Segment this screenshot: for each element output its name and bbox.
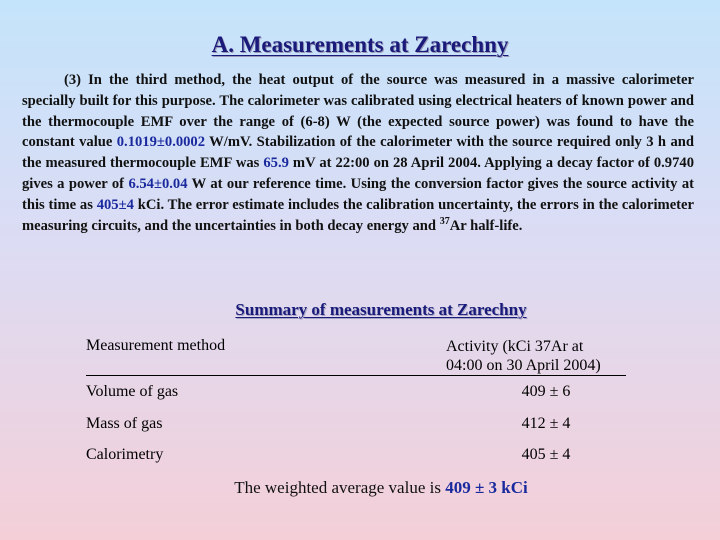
power-value: 6.54±0.04 xyxy=(128,175,188,192)
paragraph-text-4: W at our reference time. Using the conversion factor gives the source activity at this time as xyxy=(22,175,694,213)
weighted-average-line xyxy=(0,478,720,498)
header-activity xyxy=(446,337,601,375)
row-calorimetry-value: 405 ± 4 xyxy=(521,446,571,463)
paragraph-text-1: (3) In the third method, the heat output of the source was measured in a massive calorimeter specially built for this purpose. The calorimeter was calibrated using electrical heaters of known power and the thermocouple EMF over the range of (6-8) W (the expected source power) was found to have the constant value xyxy=(22,72,694,151)
table-header-rule xyxy=(86,375,626,376)
weighted-average-label: The weighted average value is xyxy=(234,478,446,497)
activity-value: 405±4 xyxy=(96,196,134,213)
summary-title-text: Summary of measurements at Zarechny xyxy=(235,300,527,319)
row-mass-of-gas-method: Mass of gas xyxy=(86,415,163,432)
paragraph-text-2: W/mV. Stabilization of the calorimeter with the source required only 3 h and the measured thermocouple EMF was xyxy=(22,134,694,172)
row-volume-of-gas-value: 409 ± 6 xyxy=(521,383,571,400)
row-calorimetry-method: Calorimetry xyxy=(86,446,164,463)
emf-value: 65.9 xyxy=(263,155,289,172)
header-measurement-method: Measurement method xyxy=(86,337,226,354)
isotope-superscript: 37 xyxy=(439,215,450,227)
paragraph-text-3: mV at 22:00 on 28 April 2004. Applying a decay factor of 0.9740 gives a power of xyxy=(22,155,694,192)
method-description-paragraph xyxy=(22,70,694,236)
header-activity-line2: 04:00 on 30 April 2004) xyxy=(446,357,601,374)
weighted-average-value: 409 ± 3 kCi xyxy=(445,478,528,497)
slide-title xyxy=(0,32,720,58)
paragraph-text-6: Ar half-life. xyxy=(449,217,523,234)
row-volume-of-gas-method: Volume of gas xyxy=(86,383,179,400)
row-mass-of-gas-value: 412 ± 4 xyxy=(521,415,571,432)
calibration-value: 0.1019±0.0002 xyxy=(116,134,206,151)
paragraph-text-5: kCi. The error estimate includes the calibration uncertainty, the errors in the calorimeter measuring circuits, and the uncertainties in both decay energy and xyxy=(22,196,694,234)
header-activity-line1: Activity (kCi 37Ar at xyxy=(446,338,584,355)
slide-title-text: A. Measurements at Zarechny xyxy=(211,32,509,57)
summary-title xyxy=(0,300,720,320)
